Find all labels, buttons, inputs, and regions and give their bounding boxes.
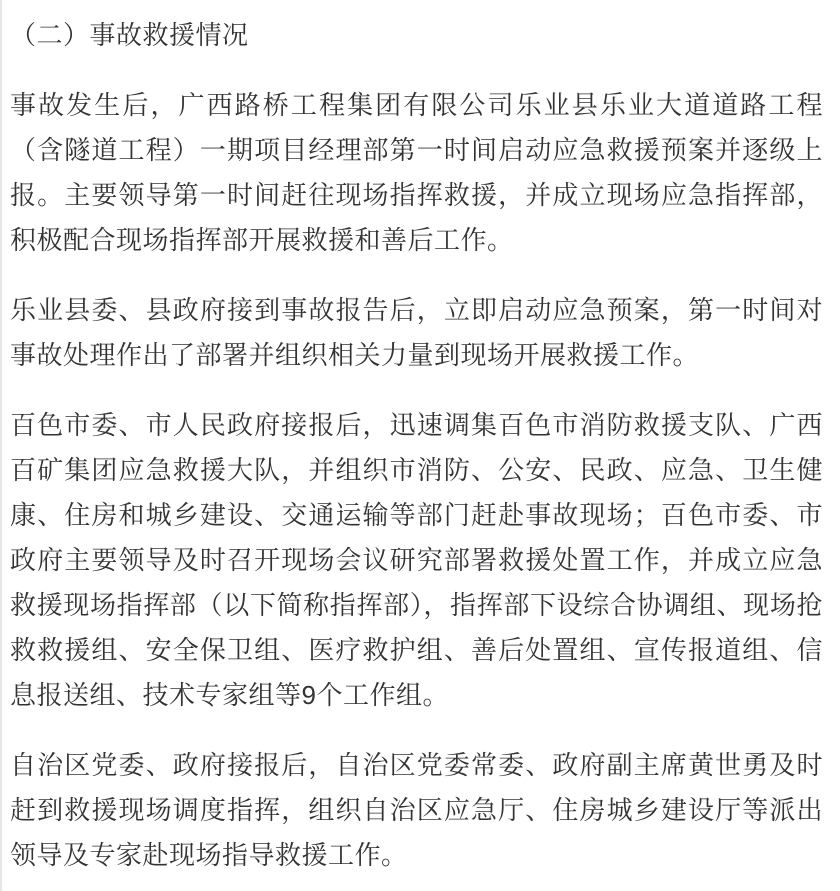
paragraph-region-response: 自治区党委、政府接报后，自治区党委常委、政府副主席黄世勇及时赶到救援现场调度指挥，组织自治区应急厅、住房城乡建设厅等派出领导及专家赴现场指导救援工作。 [10,750,823,870]
left-edge-divider [0,0,2,891]
section-heading: （二）事故救援情况 [10,20,249,50]
paragraph-city-response: 百色市委、市人民政府接报后，迅速调集百色市消防救援支队、广西百矿集团应急救援大队，并组织市消防、公安、民政、应急、卫生健康、住房和城乡建设、交通运输等部门赶赴事故现场；百色市委、市政府主要领导及时召开现场会议研究部署救援处置工作，并成立应急救援现场指挥部（以下简称指挥部），指挥部下设综合协调组、现场抢救救援组、安全保卫组、医疗救护组、善后处置组、宣传报道组、信息报送组、技术专家组等9个工作组。 [10,410,823,710]
paragraph-rescue-project-dept: 事故发生后，广西路桥工程集团有限公司乐业县乐业大道道路工程（含隧道工程）一期项目经理部第一时间启动应急救援预案并逐级上报。主要领导第一时间赶往现场指挥救援，并成立现场应急指挥部，积极配合现场指挥部开展救援和善后工作。 [10,90,823,255]
paragraph-county-response: 乐业县委、县政府接到事故报告后，立即启动应急预案，第一时间对事故处理作出了部署并组织相关力量到现场开展救援工作。 [10,295,823,370]
